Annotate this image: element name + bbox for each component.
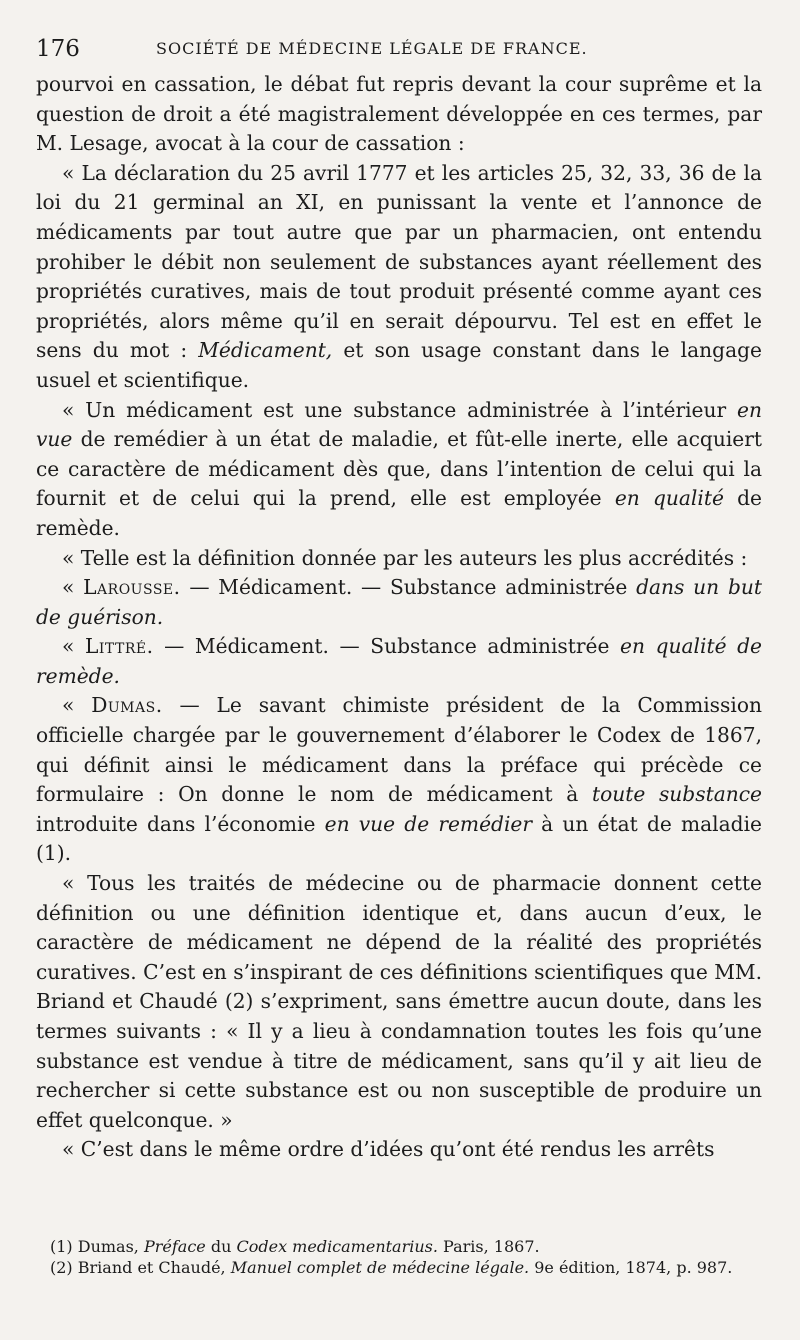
author-name: Littré. (84, 634, 154, 659)
italic-title: Manuel complet de médecine légale. (230, 1258, 530, 1277)
text-span: — Médicament. — Substance administrée (180, 575, 637, 600)
italic-title: Codex medicamentarius. (236, 1237, 438, 1256)
author-name: Larousse. (83, 575, 181, 600)
footnote-1 (36, 1236, 762, 1257)
italic-term: toute substance (591, 782, 762, 807)
text-span: « (62, 575, 84, 600)
italic-term: en qualité (614, 486, 724, 511)
paragraph-littre (36, 632, 762, 691)
paragraph-4: « Telle est la définition donnée par les auteurs les plus accrédités : (62, 545, 748, 570)
text-span: de remédier à un état de maladie, et fût-elle inerte, elle acquiert ce caractère de médicament dès que, dans l’intention de celui qui la fournit et de celui qui la prend, elle est employée (36, 427, 762, 511)
text-span: « La déclaration du 25 avril 1777 et les articles 25, 32, 33, 36 de la loi du 21 germinal an XI, en punissant la vente et l’annonce de médicaments par tout autre que par un pharmacien, ont entendu prohiber le débit non seulement de substances ayant réellement des propriétés curatives, mais de tout produit présenté comme ayant ces propriétés, alors même qu’il en serait dépourvu. Tel est en effet le sens du mot : (36, 160, 762, 363)
paragraph-larousse (36, 573, 762, 632)
text-span: introduite dans l’économie (36, 811, 325, 836)
text-span: de remède. (36, 486, 762, 540)
author-name: Dumas. (91, 693, 163, 718)
text-span: « Un médicament est une substance administrée à l’intérieur (62, 397, 738, 422)
paragraph-dumas (36, 691, 762, 869)
paragraph-3 (36, 396, 762, 544)
text-span: — Médicament. — Substance administrée (153, 634, 621, 659)
paragraph-9: « C’est dans le même ordre d’idées qu’ont été rendus les arrêts (62, 1137, 715, 1162)
paragraph-2 (36, 159, 762, 396)
page-header (36, 36, 762, 64)
text-span: à un état de maladie (1). (36, 811, 762, 866)
text-span: — Le savant chimiste président de la Commission officielle chargée par le gouvernement d’élaborer le Codex de 1867, qui définit ainsi le médicament dans la préface qui précède ce formulaire : On donne le nom de médicament à (36, 693, 762, 807)
italic-title: Préface (143, 1237, 206, 1256)
italic-term: en qualité de remède. (36, 634, 762, 688)
footnotes (36, 1236, 762, 1278)
italic-term: dans un but de guérison. (36, 575, 762, 629)
italic-term: en vue (36, 397, 762, 452)
text-span: « (62, 693, 92, 718)
footnote-2 (36, 1257, 762, 1278)
running-title: SOCIÉTÉ DE MÉDECINE LÉGALE DE FRANCE. (156, 39, 588, 58)
page-number: 176 (36, 36, 80, 62)
text-span: (2) Briand et Chaudé, (50, 1258, 231, 1277)
text-span: 9e édition, 1874, p. 987. (529, 1258, 733, 1277)
body-text (36, 70, 762, 1165)
text-span: (1) Dumas, (50, 1237, 144, 1256)
text-span: du (205, 1237, 237, 1256)
text-span: « (62, 634, 85, 659)
italic-term: Médicament, (198, 338, 333, 363)
italic-term: en vue de remédier (324, 811, 532, 836)
text-span: Paris, 1867. (437, 1237, 540, 1256)
paragraph-1: pourvoi en cassation, le débat fut repris devant la cour suprême et la question de droit a été magistralement développée en ces termes, par M. Lesage, avocat à la cour de cassation : (36, 72, 762, 156)
text-span: et son usage constant dans le langage usuel et scientifique. (36, 338, 762, 392)
paragraph-8: « Tous les traités de médecine ou de pharmacie donnent cette définition ou une définition identique et, dans aucun d’eux, le caractère de médicament ne dépend de la réalité des propriétés curatives. C’est en s’inspirant de ces définitions scientifiques que MM. Briand et Chaudé (2) s’expriment, sans émettre aucun doute, dans les termes suivants : « Il y a lieu à condamnation toutes les fois qu’une substance est vendue à titre de médicament, sans qu’il y ait lieu de rechercher si cette substance est ou non susceptible de produire un effet quelconque. » (36, 871, 762, 1132)
